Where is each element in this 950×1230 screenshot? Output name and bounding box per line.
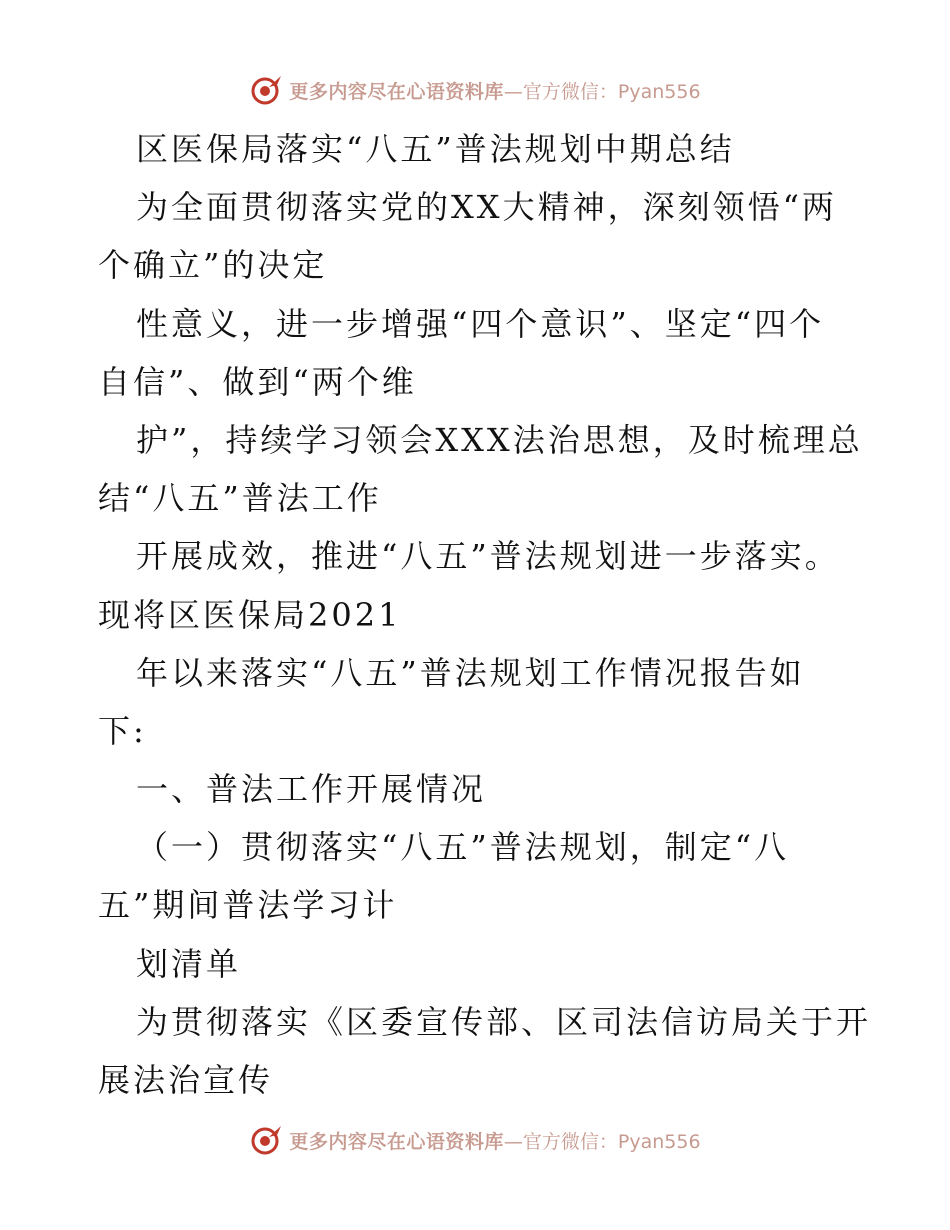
text-line: 自信”、做到“两个维 [98, 362, 417, 401]
text-line: 为贯彻落实《区委宣传部、区司法信访局关于开 [136, 1002, 872, 1041]
text-line: 展法治宣传 [98, 1061, 274, 1099]
document-body [98, 120, 872, 1109]
header-watermark [0, 70, 950, 110]
text-line: 下: [98, 711, 147, 750]
text-line: 性意义，进一步增强“四个意识”、坚定“四个 [136, 304, 825, 343]
text-line: 护”，持续学习领会XXX法治思想，及时梳理总 [136, 420, 863, 459]
text-line: 个确立”的决定 [98, 246, 328, 285]
watermark-contact: —官方微信：Pyan556 [503, 1130, 701, 1153]
watermark-contact: —官方微信：Pyan556 [503, 80, 701, 103]
brand-logo-icon [249, 1123, 283, 1157]
watermark-text: 更多内容尽在心语资料库 [289, 1130, 504, 1153]
text-line: 现将区医保局2021 [98, 595, 402, 634]
document-title: 区医保局落实“八五”普法规划中期总结 [136, 130, 735, 168]
text-line: 开展成效，推进“八五”普法规划进一步落实。 [136, 537, 840, 576]
text-line: 一、普法工作开展情况 [136, 770, 487, 809]
footer-watermark [0, 1120, 950, 1160]
text-line: 为全面贯彻落实党的XX大精神，深刻领悟“两 [136, 188, 837, 227]
watermark-text: 更多内容尽在心语资料库 [289, 80, 504, 103]
text-line: 五”期间普法学习计 [98, 886, 398, 925]
brand-logo-icon [249, 73, 283, 107]
text-line: 年以来落实“八五”普法规划工作情况报告如 [136, 653, 805, 692]
text-line: 划清单 [136, 944, 242, 983]
text-line: （一）贯彻落实“八五”普法规划，制定“八 [136, 828, 790, 867]
text-line: 结“八五”普法工作 [98, 479, 382, 518]
